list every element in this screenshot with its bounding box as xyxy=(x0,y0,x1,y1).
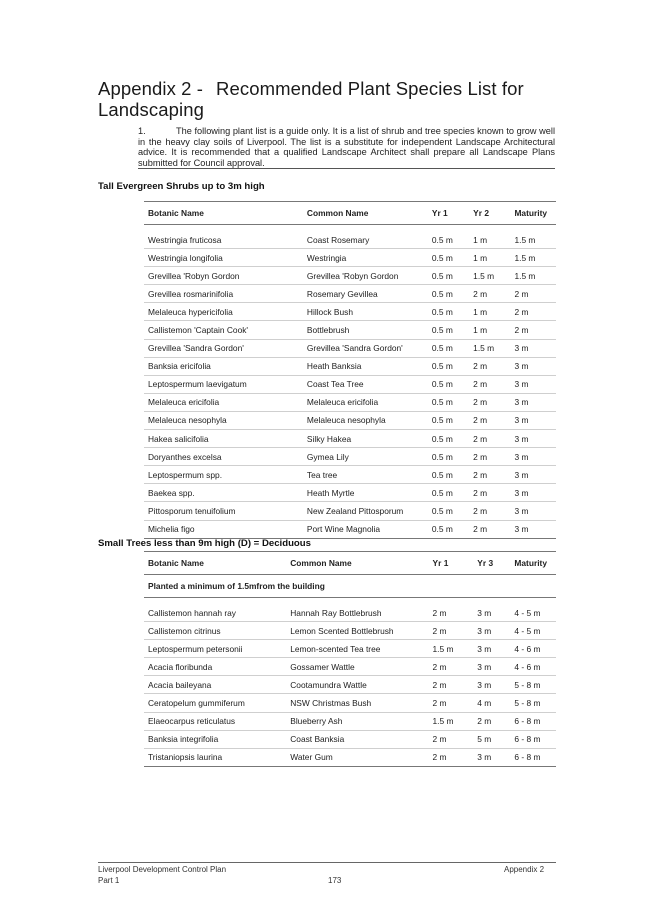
size-yr-b-cell: 2 m xyxy=(469,502,510,520)
botanic-name-cell: Elaeocarpus reticulatus xyxy=(144,712,286,730)
table-row xyxy=(144,604,556,622)
size-maturity-cell: 3 m xyxy=(510,357,556,375)
size-maturity-cell: 4 - 5 m xyxy=(510,604,556,622)
common-name-cell: Grevillea 'Sandra Gordon' xyxy=(303,339,428,357)
planting-note: Planted a minimum of 1.5mfrom the building xyxy=(144,575,556,598)
botanic-name-cell: Leptospermum spp. xyxy=(144,466,303,484)
table-row xyxy=(144,694,556,712)
common-name-cell: Bottlebrush xyxy=(303,321,428,339)
table-row xyxy=(144,520,556,538)
table-row xyxy=(144,430,556,448)
size-maturity-cell: 2 m xyxy=(510,321,556,339)
size-yr-a-cell: 2 m xyxy=(429,730,474,748)
common-name-cell: Gymea Lily xyxy=(303,448,428,466)
size-yr-a-cell: 0.5 m xyxy=(428,285,469,303)
size-yr-a-cell: 0.5 m xyxy=(428,231,469,249)
intro-number: 1. xyxy=(138,126,146,136)
size-maturity-cell: 4 - 6 m xyxy=(510,658,556,676)
table-header-row xyxy=(144,202,556,225)
col-common-name: Common Name xyxy=(286,552,428,575)
common-name-cell: Water Gum xyxy=(286,748,428,766)
size-yr-b-cell: 1.5 m xyxy=(469,267,510,285)
footer-doc-title: Liverpool Development Control Plan xyxy=(98,865,227,874)
size-yr-b-cell: 1 m xyxy=(469,231,510,249)
size-yr-a-cell: 2 m xyxy=(429,604,474,622)
section-title-trees: Small Trees less than 9m high (D) = Deciduous xyxy=(98,538,311,549)
size-yr-b-cell: 2 m xyxy=(469,466,510,484)
botanic-name-cell: Baekea spp. xyxy=(144,484,303,502)
size-yr-b-cell: 2 m xyxy=(469,357,510,375)
size-maturity-cell: 3 m xyxy=(510,502,556,520)
common-name-cell: Melaleuca nesophyla xyxy=(303,411,428,429)
table-row xyxy=(144,640,556,658)
appendix-title-continued: Landscaping xyxy=(98,99,205,120)
common-name-cell: Tea tree xyxy=(303,466,428,484)
size-yr-b-cell: 2 m xyxy=(473,712,510,730)
size-yr-a-cell: 0.5 m xyxy=(428,448,469,466)
size-yr-b-cell: 3 m xyxy=(473,622,510,640)
common-name-cell: Blueberry Ash xyxy=(286,712,428,730)
intro-text: The following plant list is a guide only. It is a list of shrub and tree species known to grow well in the heavy clay soils of Liverpool. The list is a substitute for independent Landscape Architectural advice. It is recommended that a qualified Landscape Architect shall prepare all Landscape Plans submitted for Council approval. xyxy=(138,126,555,168)
size-maturity-cell: 3 m xyxy=(510,393,556,411)
common-name-cell: Lemon Scented Bottlebrush xyxy=(286,622,428,640)
table-row xyxy=(144,339,556,357)
size-yr-b-cell: 3 m xyxy=(473,676,510,694)
table-row xyxy=(144,448,556,466)
botanic-name-cell: Melaleuca hypericifolia xyxy=(144,303,303,321)
table-row xyxy=(144,748,556,766)
common-name-cell: Grevillea 'Robyn Gordon xyxy=(303,267,428,285)
table-row xyxy=(144,658,556,676)
common-name-cell: Rosemary Gevillea xyxy=(303,285,428,303)
botanic-name-cell: Westringia longifolia xyxy=(144,249,303,267)
size-maturity-cell: 2 m xyxy=(510,285,556,303)
common-name-cell: Hannah Ray Bottlebrush xyxy=(286,604,428,622)
botanic-name-cell: Acacia floribunda xyxy=(144,658,286,676)
col-maturity: Maturity xyxy=(510,202,556,225)
size-maturity-cell: 4 - 6 m xyxy=(510,640,556,658)
common-name-cell: Melaleuca ericifolia xyxy=(303,393,428,411)
size-maturity-cell: 4 - 5 m xyxy=(510,622,556,640)
size-yr-a-cell: 0.5 m xyxy=(428,339,469,357)
table-row xyxy=(144,249,556,267)
table-header-row xyxy=(144,552,556,575)
botanic-name-cell: Leptospermum petersonii xyxy=(144,640,286,658)
size-maturity-cell: 5 - 8 m xyxy=(510,676,556,694)
table-row xyxy=(144,303,556,321)
footer-part: Part 1 xyxy=(98,876,120,885)
size-yr-b-cell: 5 m xyxy=(473,730,510,748)
col-botanic-name: Botanic Name xyxy=(144,202,303,225)
size-yr-b-cell: 1 m xyxy=(469,303,510,321)
common-name-cell: Silky Hakea xyxy=(303,430,428,448)
size-yr-b-cell: 2 m xyxy=(469,448,510,466)
size-yr-a-cell: 2 m xyxy=(429,676,474,694)
size-yr-b-cell: 2 m xyxy=(469,520,510,538)
botanic-name-cell: Melaleuca nesophyla xyxy=(144,411,303,429)
size-yr-a-cell: 1.5 m xyxy=(429,640,474,658)
table-row xyxy=(144,676,556,694)
col-botanic-name: Botanic Name xyxy=(144,552,286,575)
table-row xyxy=(144,231,556,249)
botanic-name-cell: Acacia baileyana xyxy=(144,676,286,694)
size-yr-b-cell: 3 m xyxy=(473,604,510,622)
col-yr1: Yr 1 xyxy=(429,552,474,575)
botanic-name-cell: Grevillea 'Robyn Gordon xyxy=(144,267,303,285)
size-maturity-cell: 3 m xyxy=(510,375,556,393)
size-yr-a-cell: 1.5 m xyxy=(429,712,474,730)
common-name-cell: Coast Rosemary xyxy=(303,231,428,249)
botanic-name-cell: Callistemon hannah ray xyxy=(144,604,286,622)
botanic-name-cell: Grevillea 'Sandra Gordon' xyxy=(144,339,303,357)
table-row xyxy=(144,267,556,285)
size-maturity-cell: 6 - 8 m xyxy=(510,712,556,730)
botanic-name-cell: Banksia ericifolia xyxy=(144,357,303,375)
col-yr1: Yr 1 xyxy=(428,202,469,225)
common-name-cell: Lemon-scented Tea tree xyxy=(286,640,428,658)
botanic-name-cell: Callistemon 'Captain Cook' xyxy=(144,321,303,339)
size-yr-b-cell: 2 m xyxy=(469,285,510,303)
size-yr-a-cell: 2 m xyxy=(429,622,474,640)
size-maturity-cell: 3 m xyxy=(510,484,556,502)
size-yr-b-cell: 1 m xyxy=(469,321,510,339)
col-yr3: Yr 3 xyxy=(473,552,510,575)
common-name-cell: Cootamundra Wattle xyxy=(286,676,428,694)
size-maturity-cell: 5 - 8 m xyxy=(510,694,556,712)
size-yr-a-cell: 0.5 m xyxy=(428,357,469,375)
common-name-cell: Hillock Bush xyxy=(303,303,428,321)
size-yr-a-cell: 0.5 m xyxy=(428,321,469,339)
size-yr-a-cell: 0.5 m xyxy=(428,430,469,448)
size-yr-b-cell: 2 m xyxy=(469,411,510,429)
table-row xyxy=(144,285,556,303)
size-yr-b-cell: 3 m xyxy=(473,658,510,676)
size-yr-b-cell: 1 m xyxy=(469,249,510,267)
size-yr-a-cell: 0.5 m xyxy=(428,303,469,321)
botanic-name-cell: Pittosporum tenuifolium xyxy=(144,502,303,520)
botanic-name-cell: Tristaniopsis laurina xyxy=(144,748,286,766)
table-row xyxy=(144,730,556,748)
size-yr-a-cell: 2 m xyxy=(429,694,474,712)
size-maturity-cell: 1.5 m xyxy=(510,249,556,267)
botanic-name-cell: Hakea salicifolia xyxy=(144,430,303,448)
common-name-cell: Westringia xyxy=(303,249,428,267)
size-yr-a-cell: 2 m xyxy=(429,658,474,676)
table-row xyxy=(144,393,556,411)
size-maturity-cell: 3 m xyxy=(510,411,556,429)
botanic-name-cell: Michelia figo xyxy=(144,520,303,538)
table-row xyxy=(144,321,556,339)
common-name-cell: Gossamer Wattle xyxy=(286,658,428,676)
botanic-name-cell: Westringia fruticosa xyxy=(144,231,303,249)
size-maturity-cell: 3 m xyxy=(510,520,556,538)
size-yr-a-cell: 0.5 m xyxy=(428,393,469,411)
table-subheading-row xyxy=(144,575,556,598)
table-row xyxy=(144,375,556,393)
size-maturity-cell: 3 m xyxy=(510,339,556,357)
size-yr-a-cell: 0.5 m xyxy=(428,466,469,484)
common-name-cell: Heath Banksia xyxy=(303,357,428,375)
size-maturity-cell: 3 m xyxy=(510,466,556,484)
botanic-name-cell: Callistemon citrinus xyxy=(144,622,286,640)
size-yr-a-cell: 0.5 m xyxy=(428,267,469,285)
size-yr-b-cell: 2 m xyxy=(469,430,510,448)
botanic-name-cell: Melaleuca ericifolia xyxy=(144,393,303,411)
size-yr-a-cell: 0.5 m xyxy=(428,502,469,520)
size-maturity-cell: 3 m xyxy=(510,448,556,466)
table-row xyxy=(144,622,556,640)
trees-table xyxy=(144,551,556,767)
size-yr-a-cell: 2 m xyxy=(429,748,474,766)
size-yr-b-cell: 3 m xyxy=(473,640,510,658)
footer-page-number: 173 xyxy=(328,876,342,885)
appendix-number: Appendix 2 - xyxy=(98,78,204,99)
col-maturity: Maturity xyxy=(510,552,556,575)
botanic-name-cell: Grevillea rosmarinifolia xyxy=(144,285,303,303)
common-name-cell: Port Wine Magnolia xyxy=(303,520,428,538)
common-name-cell: Heath Myrtle xyxy=(303,484,428,502)
size-maturity-cell: 6 - 8 m xyxy=(510,730,556,748)
footer-divider xyxy=(98,862,556,863)
size-yr-b-cell: 2 m xyxy=(469,393,510,411)
page-title xyxy=(98,78,568,120)
botanic-name-cell: Leptospermum laevigatum xyxy=(144,375,303,393)
size-yr-a-cell: 0.5 m xyxy=(428,411,469,429)
common-name-cell: Coast Banksia xyxy=(286,730,428,748)
size-yr-a-cell: 0.5 m xyxy=(428,249,469,267)
botanic-name-cell: Doryanthes excelsa xyxy=(144,448,303,466)
shrubs-table xyxy=(144,201,556,539)
table-row xyxy=(144,712,556,730)
footer-appendix: Appendix 2 xyxy=(504,865,545,874)
intro-paragraph xyxy=(138,126,555,169)
table-row xyxy=(144,466,556,484)
size-maturity-cell: 1.5 m xyxy=(510,267,556,285)
size-maturity-cell: 6 - 8 m xyxy=(510,748,556,766)
table-row xyxy=(144,502,556,520)
size-yr-b-cell: 2 m xyxy=(469,375,510,393)
size-maturity-cell: 3 m xyxy=(510,430,556,448)
botanic-name-cell: Banksia integrifolia xyxy=(144,730,286,748)
size-yr-b-cell: 1.5 m xyxy=(469,339,510,357)
common-name-cell: NSW Christmas Bush xyxy=(286,694,428,712)
table-row xyxy=(144,484,556,502)
common-name-cell: New Zealand Pittosporum xyxy=(303,502,428,520)
size-yr-b-cell: 2 m xyxy=(469,484,510,502)
botanic-name-cell: Ceratopelum gummiferum xyxy=(144,694,286,712)
size-yr-b-cell: 3 m xyxy=(473,748,510,766)
size-maturity-cell: 1.5 m xyxy=(510,231,556,249)
appendix-title: Recommended Plant Species List for xyxy=(216,78,524,99)
size-maturity-cell: 2 m xyxy=(510,303,556,321)
col-common-name: Common Name xyxy=(303,202,428,225)
size-yr-a-cell: 0.5 m xyxy=(428,484,469,502)
table-row xyxy=(144,357,556,375)
size-yr-a-cell: 0.5 m xyxy=(428,375,469,393)
table-row xyxy=(144,411,556,429)
size-yr-a-cell: 0.5 m xyxy=(428,520,469,538)
common-name-cell: Coast Tea Tree xyxy=(303,375,428,393)
section-title-shrubs: Tall Evergreen Shrubs up to 3m high xyxy=(98,181,265,192)
col-yr2: Yr 2 xyxy=(469,202,510,225)
size-yr-b-cell: 4 m xyxy=(473,694,510,712)
